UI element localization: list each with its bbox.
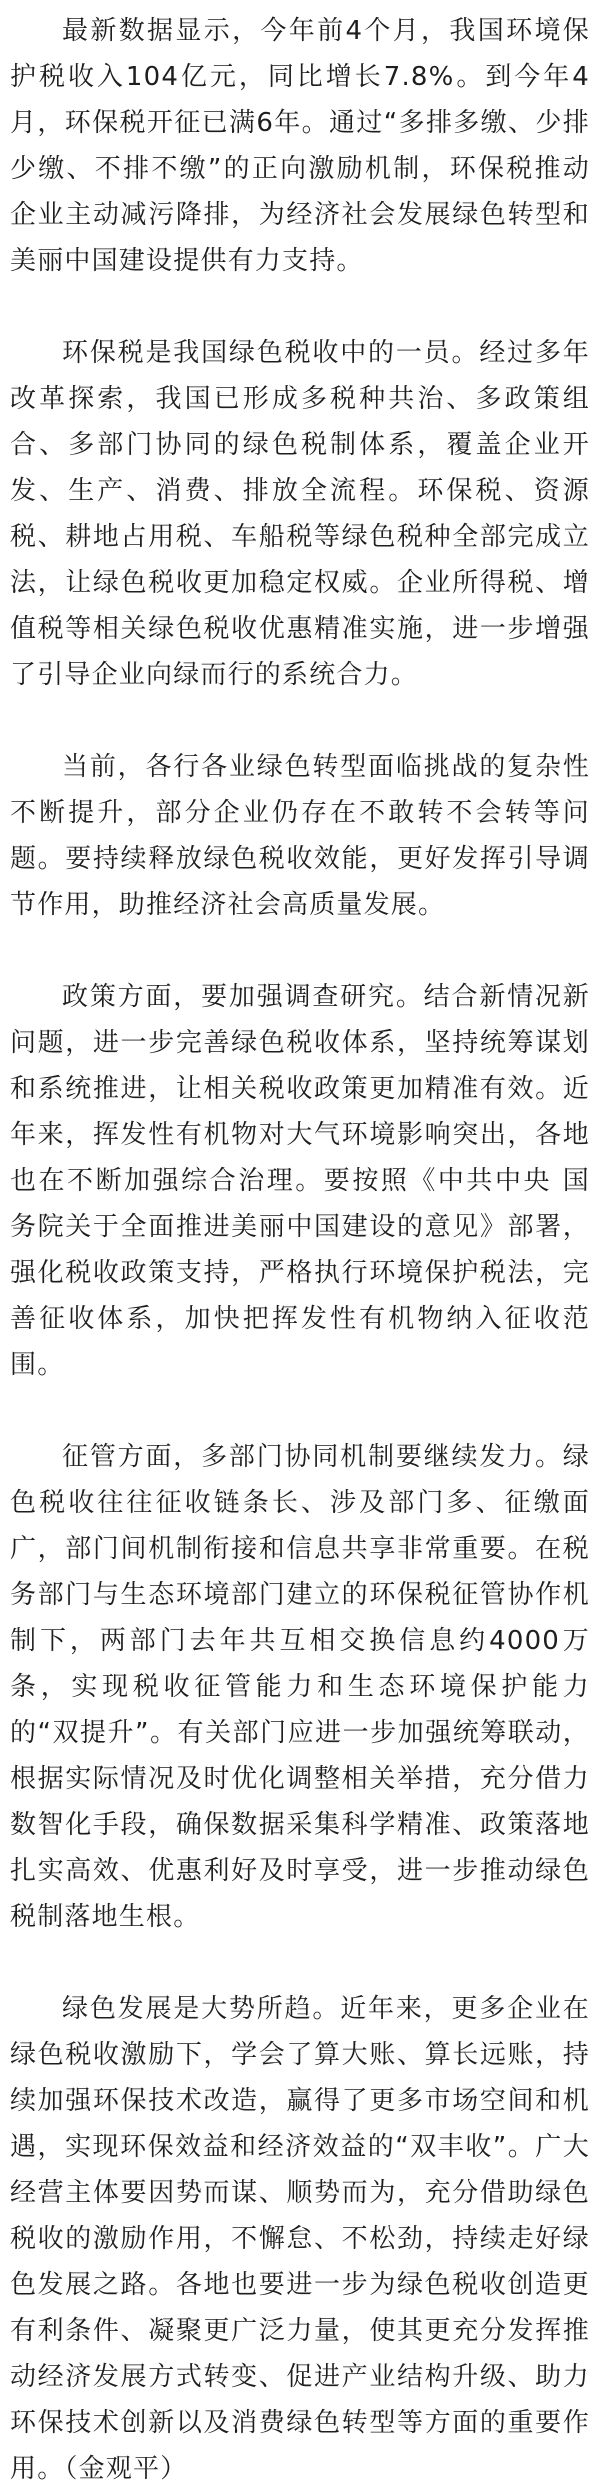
paragraph-4: 政策方面，要加强调查研究。结合新情况新问题，进一步完善绿色税收体系，坚持统筹谋划和系统推进，让相关税收政策更加精准有效。近年来，挥发性有机物对大气环境影响突出，各地也在不断加强综合治理。要按照《中共中央 国务院关于全面推进美丽中国建设的意见》部署，强化税收政策支持，严格执行环境保护税法，完善征收体系，加快把挥发性有机物纳入征收范围。 [10, 982, 590, 1380]
paragraph-5: 征管方面，多部门协同机制要继续发力。绿色税收往往征收链条长、涉及部门多、征缴面广，部门间机制衔接和信息共享非常重要。在税务部门与生态环境部门建立的环保税征管协作机制下，两部门去年共互相交换信息约4000万条，实现税收征管能力和生态环境保护能力的“双提升”。有关部门应进一步加强统筹联动，根据实际情况及时优化调整相关举措，充分借力数智化手段，确保数据采集科学精准、政策落地扎实高效、优惠利好及时享受，进一步推动绿色税制落地生根。 [10, 1442, 590, 1932]
paragraph-2: 环保税是我国绿色税收中的一员。经过多年改革探索，我国已形成多税种共治、多政策组合、多部门协同的绿色税制体系，覆盖企业开发、生产、消费、排放全流程。环保税、资源税、耕地占用税、车船税等绿色税种全部完成立法，让绿色税收更加稳定权威。企业所得税、增值税等相关绿色税收优惠精准实施，进一步增强了引导企业向绿而行的系统合力。 [10, 338, 590, 690]
paragraph-1: 最新数据显示，今年前4个月，我国环境保护税收入104亿元，同比增长7.8%。到今年4月，环保税开征已满6年。通过“多排多缴、少排少缴、不排不缴”的正向激励机制，环保税推动企业主动减污降排，为经济社会发展绿色转型和美丽中国建设提供有力支持。 [10, 16, 590, 276]
paragraph-6: 绿色发展是大势所趋。近年来，更多企业在绿色税收激励下，学会了算大账、算长远账，持续加强环保技术改造，赢得了更多市场空间和机遇，实现环保效益和经济效益的“双丰收”。广大经营主体要因势而谋、顺势而为，充分借助绿色税收的激励作用，不懈怠、不松劲，持续走好绿色发展之路。各地也要进一步为绿色税收创造更有利条件、凝聚更广泛力量，使其更充分发挥推动经济发展方式转变、促进产业结构升级、助力环保技术创新以及消费绿色转型等方面的重要作用。（金观平） [10, 1994, 590, 2484]
paragraph-3: 当前，各行各业绿色转型面临挑战的复杂性不断提升，部分企业仍存在不敢转不会转等问题。要持续释放绿色税收效能，更好发挥引导调节作用，助推经济社会高质量发展。 [10, 752, 590, 920]
